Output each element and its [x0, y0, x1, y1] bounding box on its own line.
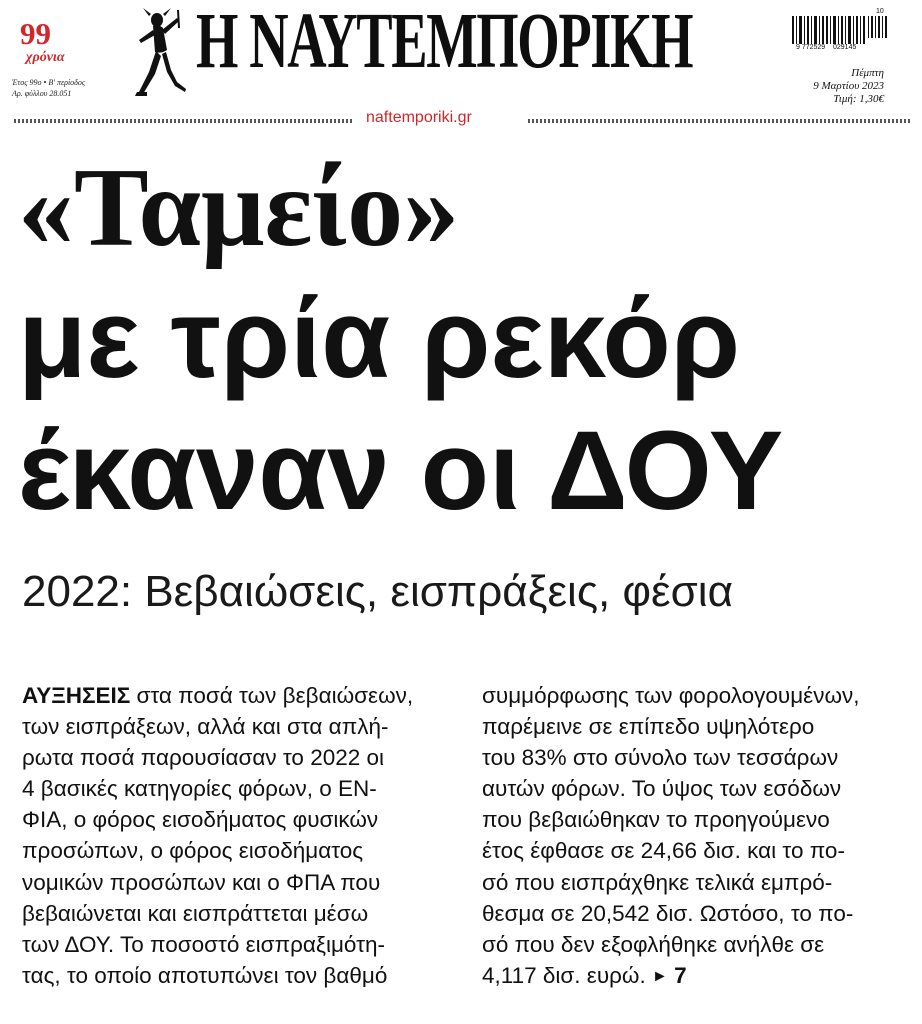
barcode-issue-digits: 10	[876, 8, 884, 15]
article-line: ΑΥΞΗΣΕΙΣ στα ποσά των βεβαιώσεων,	[22, 683, 414, 708]
subheadline: 2022: Βεβαιώσεις, εισπράξεις, φέσια	[22, 567, 734, 616]
article-line: βεβαιώνεται και εισπράττεται μέσω	[22, 900, 369, 926]
headline-line-3: έκαναν οι ΔΟΥ	[18, 408, 784, 533]
article-line: θεσμα σε 20,542 δισ. Ωστόσο, το πο-	[482, 900, 854, 926]
article-column-right	[482, 680, 900, 991]
masthead-rule-right	[528, 119, 910, 123]
cover-price: Τιμή: 1,30€	[833, 93, 884, 105]
article-line: που βεβαιώθηκαν το προηγούμενο	[482, 807, 830, 833]
article-line: των εισπράξεων, αλλά και στα απλή-	[22, 714, 389, 740]
website-link[interactable]: naftemporiki.gr	[366, 109, 472, 126]
publication-day: Πέμπτη	[851, 67, 884, 79]
article-line: σό που εισπράχθηκε τελικά εμπρό-	[482, 869, 833, 895]
article-line: παρέμεινε σε επίπεδο υψηλότερο	[482, 714, 815, 740]
hermes-figure-icon	[131, 6, 193, 102]
article-line: συμμόρφωσης των φορολογουμένων,	[482, 683, 860, 708]
headline-line-1: «Ταμείο»	[18, 146, 460, 270]
article-line: 4 βασικές κατηγορίες φόρων, ο ΕΝ-	[22, 776, 377, 802]
article-line: ΦΙΑ, ο φόρος εισοδήματος φυσικών	[22, 807, 379, 833]
masthead-rule-left	[14, 119, 352, 123]
article-column-left	[22, 680, 440, 991]
continue-page-link[interactable]: 7	[674, 962, 687, 988]
article-line: σό που δεν εξοφλήθηκε ανήλθε σε	[482, 931, 825, 957]
article-line: 4,117 δισ. ευρώ. ► 7	[482, 962, 687, 988]
barcode-digits-left: 9 772529	[796, 44, 826, 51]
article-line: αυτών φόρων. Το ύψος των εσόδων	[482, 776, 842, 802]
issue-year: Έτος 99ο • Β' περίοδος	[12, 78, 86, 87]
article-line: των ΔΟΥ. Το ποσοστό εισπραξιμότη-	[22, 931, 386, 957]
article-line: έτος έφθασε σε 24,66 δισ. και το πο-	[482, 838, 845, 864]
article-lead-word: ΑΥΞΗΣΕΙΣ	[22, 683, 131, 708]
headline-line-2: με τρία ρεκόρ	[18, 276, 741, 401]
article-line: του 83% στο σύνολο των τεσσάρων	[482, 745, 839, 771]
article-line: τας, το οποίο αποτυπώνει τον βαθμό	[22, 962, 388, 988]
article-line: ρωτα ποσά παρουσίασαν το 2022 οι	[22, 745, 385, 771]
article-line: νομικών προσώπων και ο ΦΠΑ που	[22, 869, 381, 895]
anniversary-number: 99	[20, 16, 51, 51]
barcode-digits-right: 029145	[833, 44, 857, 51]
article-line: προσώπων, ο φόρος εισοδήματος	[22, 838, 364, 864]
continue-arrow-icon: ►	[652, 967, 668, 985]
newspaper-title: Η ΝΑΥΤΕΜΠΟΡΙΚΗ	[196, 0, 693, 85]
publication-date: 9 Μαρτίου 2023	[813, 80, 884, 92]
issue-number: Αρ. φύλλου 28.051	[12, 89, 72, 98]
anniversary-label: χρόνια	[26, 50, 65, 65]
